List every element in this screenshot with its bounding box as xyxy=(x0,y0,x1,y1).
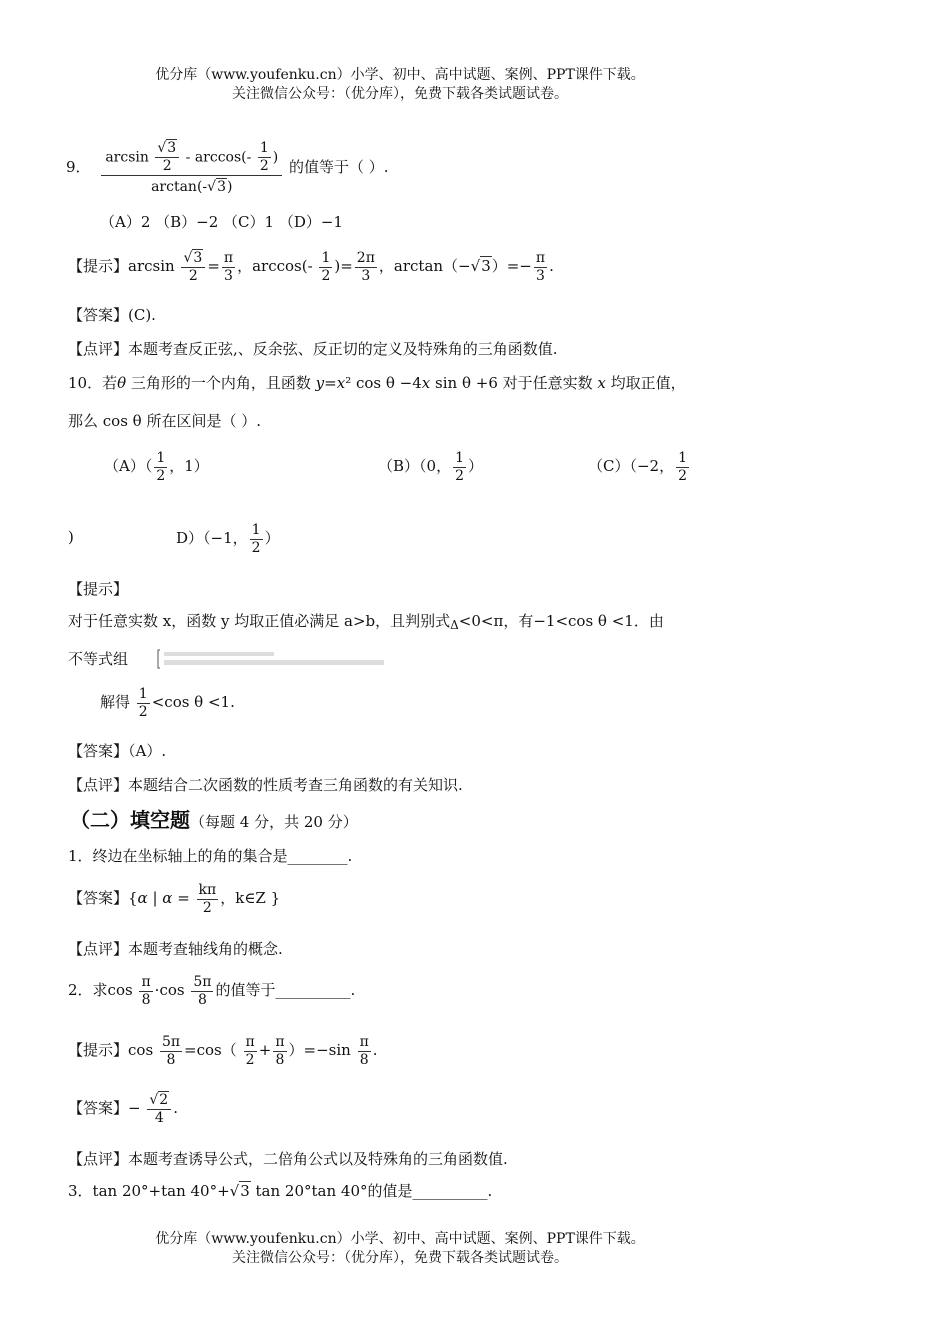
f2-comment: 【点评】本题考查诱导公式，二倍角公式以及特殊角的三角函数值. xyxy=(68,1150,508,1168)
q10-hint-label: 【提示】 xyxy=(68,580,129,598)
q10-option-d: D）（−1， $\frac{1}{2}$ ） xyxy=(176,521,280,556)
q10-hint-line-2: 不等式组 xyxy=(68,650,129,668)
f1-answer: 【答案】{α | α = $\frac{k\pi}{2}$ ，k∈Z } xyxy=(68,881,281,916)
section-2-title: （二）填空题 xyxy=(70,808,190,832)
f2-hint: 【提示】cos $\frac{5\pi}{8}$ =cos（ $\frac{\pi}{2}$ + $\frac{\pi}{8}$ ）=−sin $\frac{\pi}{8}$ . xyxy=(68,1033,378,1068)
q9-numerator: arcsin $\frac{√3}{2}$ - arccos(- $\frac{1}{2}$ ) xyxy=(101,140,282,176)
q9-big-fraction xyxy=(101,140,282,196)
footer-line-2: 关注微信公众号：（优分库），免费下载各类试题试卷。 xyxy=(232,1250,568,1266)
q9-number: 9． xyxy=(66,158,91,176)
q9-comment: 【点评】本题考查反正弦,、反余弦、反正切的定义及特殊角的三角函数值. xyxy=(68,340,558,358)
q9-hint: 【提示】arcsin $\frac{√3}{2}$ = $\frac{\pi}{3}$ ，arccos(- $\frac{1}{2}$ )= $\frac{2\pi}{3}$ ，arctan（−√3）=− $\frac{\pi}{3}$ . xyxy=(68,249,554,284)
header-line-2: 关注微信公众号：（优分库），免费下载各类试题试卷。 xyxy=(232,86,568,102)
header-line-1: 优分库（www.youfenku.cn）小学、初中、高中试题、案例、PPT课件下载。 xyxy=(155,67,645,83)
f1-comment: 【点评】本题考查轴线角的概念. xyxy=(68,940,283,958)
q10-option-b: （B）（0， $\frac{1}{2}$ ） xyxy=(378,449,484,484)
q9-options: （A）2 （B）−2 （C）1 （D）−1 xyxy=(100,213,343,231)
f3-question: 3．tan 20°+tan 40°+√3 tan 20°tan 40°的值是__________. xyxy=(68,1182,493,1200)
q9-tail: 的值等于（ ）. xyxy=(288,158,389,176)
section-2-heading xyxy=(70,804,358,833)
q10-line-1: 10．若θ 三角形的一个内角，且函数 y=x² cos θ −4x sin θ +6 对于任意实数 x 均取正值， xyxy=(68,374,686,392)
q9-answer: 【答案】(C). xyxy=(68,306,156,324)
q10-option-c: （C）（−2， $\frac{1}{2}$ xyxy=(588,449,688,484)
q10-answer: 【答案】（A）. xyxy=(68,742,167,760)
footer-line-1: 优分库（www.youfenku.cn）小学、初中、高中试题、案例、PPT课件下载。 xyxy=(155,1231,645,1247)
q10-solve: 解得 $\frac{1}{2}$ <cos θ <1. xyxy=(100,685,235,720)
q10-line-2: 那么 cos θ 所在区间是（ ）. xyxy=(68,412,262,430)
q10-option-a: （A）（ $\frac{1}{2}$ ，1） xyxy=(104,449,209,484)
section-2-subtitle: （每题 4 分，共 20 分） xyxy=(190,813,358,831)
f2-question: 2．求cos $\frac{\pi}{8}$ ·cos $\frac{5\pi}{8}$ 的值等于__________. xyxy=(68,973,356,1008)
f2-answer: 【答案】− $\frac{√2}{4}$ . xyxy=(68,1091,178,1126)
q10-option-c-close: ) xyxy=(68,528,74,546)
f1-question: 1．终边在坐标轴上的角的集合是________. xyxy=(68,847,353,865)
q10-hint-line-1: 对于任意实数 x，函数 y 均取正值必满足 a>b，且判别式$_\Delta$<0<π，有−1<cos θ <1．由 xyxy=(68,612,664,632)
inequality-system-graphic xyxy=(156,648,388,670)
question-9 xyxy=(66,140,389,196)
q9-denominator: arctan(-√3) xyxy=(151,179,233,195)
q10-comment: 【点评】本题结合二次函数的性质考查三角函数的有关知识. xyxy=(68,776,463,794)
